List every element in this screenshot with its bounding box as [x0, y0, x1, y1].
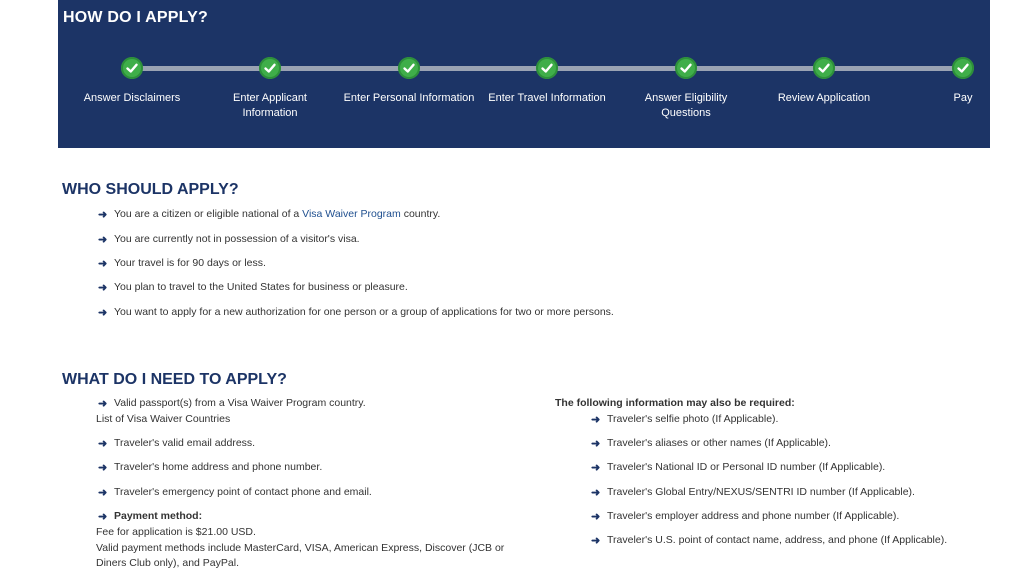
- payment-methods-line-2: Diners Club only), and PayPal.: [96, 557, 239, 569]
- arrow-right-icon: ➜: [591, 438, 601, 450]
- who-item-text: You want to apply for a new authorization for one person or a group of applications for two or more persons.: [114, 306, 614, 318]
- check-icon: [813, 57, 835, 79]
- check-icon: [398, 57, 420, 79]
- arrow-right-icon: ➜: [98, 282, 108, 294]
- also-required-item: [591, 486, 915, 499]
- list-of-visa-waiver-countries-link[interactable]: List of Visa Waiver Countries: [96, 413, 231, 425]
- check-icon: [536, 57, 558, 79]
- arrow-right-icon: ➜: [98, 511, 108, 523]
- also-required-item: [591, 510, 899, 523]
- payment-method-heading: Payment method:: [114, 510, 203, 522]
- also-required-item-text: Traveler's employer address and phone number (If Applicable).: [607, 510, 900, 522]
- also-required-item-text: Traveler's selfie photo (If Applicable).: [607, 413, 779, 425]
- also-required-item-text: Traveler's Global Entry/NEXUS/SENTRI ID number (If Applicable).: [607, 486, 915, 498]
- arrow-right-icon: ➜: [591, 487, 601, 499]
- visa-waiver-program-link[interactable]: Visa Waiver Program: [302, 208, 401, 220]
- who-item-text: You plan to travel to the United States for business or pleasure.: [114, 281, 408, 293]
- arrow-right-icon: ➜: [98, 487, 108, 499]
- who-should-apply-title: WHO SHOULD APPLY?: [62, 181, 239, 198]
- check-icon: [121, 57, 143, 79]
- step-enter-applicant-information[interactable]: [200, 57, 340, 121]
- who-item: [98, 208, 440, 221]
- arrow-right-icon: ➜: [98, 307, 108, 319]
- also-required-heading: The following information may also be required:: [555, 397, 795, 409]
- step-pay[interactable]: [893, 57, 1024, 106]
- need-item-text: Traveler's emergency point of contact phone and email.: [114, 486, 372, 498]
- how-to-apply-title: HOW DO I APPLY?: [63, 9, 208, 26]
- who-item-text: Your travel is for 90 days or less.: [114, 257, 266, 269]
- check-icon: [675, 57, 697, 79]
- payment-fee-text: Fee for application is $21.00 USD.: [96, 526, 256, 538]
- who-item: [98, 233, 360, 246]
- step-review-application[interactable]: [754, 57, 894, 106]
- step-label: Enter Personal Information: [343, 92, 475, 104]
- arrow-right-icon: ➜: [98, 209, 108, 221]
- need-item-text: Valid passport(s) from a Visa Waiver Program country.: [114, 397, 366, 409]
- who-item-text: You are currently not in possession of a visitor's visa.: [114, 233, 360, 245]
- step-label: Answer Eligibility Questions: [644, 92, 728, 119]
- how-to-apply-panel: [58, 0, 990, 148]
- step-answer-eligibility-questions[interactable]: [616, 57, 756, 121]
- need-payment-item: [98, 510, 202, 523]
- arrow-right-icon: ➜: [591, 535, 601, 547]
- who-item: [98, 281, 408, 294]
- also-required-item: [591, 534, 947, 547]
- need-item-text: Traveler's valid email address.: [114, 437, 256, 449]
- step-label: Enter Applicant Information: [233, 92, 307, 119]
- arrow-right-icon: ➜: [98, 258, 108, 270]
- arrow-right-icon: ➜: [98, 462, 108, 474]
- who-item-text: You are a citizen or eligible national of a Visa Waiver Program country.: [114, 208, 441, 220]
- arrow-right-icon: ➜: [591, 414, 601, 426]
- need-item-text: Traveler's home address and phone number.: [114, 461, 323, 473]
- also-required-item: [591, 413, 778, 426]
- payment-methods-line-1: Valid payment methods include MasterCard, VISA, American Express, Discover (JCB or: [96, 542, 505, 554]
- step-label: Review Application: [777, 92, 871, 104]
- who-item: [98, 257, 266, 270]
- step-answer-disclaimers[interactable]: [62, 57, 202, 106]
- also-required-item-text: Traveler's National ID or Personal ID number (If Applicable).: [607, 461, 886, 473]
- step-label: Answer Disclaimers: [83, 92, 181, 104]
- check-icon: [952, 57, 974, 79]
- also-required-item-text: Traveler's aliases or other names (If Applicable).: [607, 437, 831, 449]
- need-address-item: [98, 461, 322, 474]
- arrow-right-icon: ➜: [98, 234, 108, 246]
- also-required-item-text: Traveler's U.S. point of contact name, address, and phone (If Applicable).: [607, 534, 948, 546]
- who-item: [98, 306, 614, 319]
- need-passport-item: [98, 397, 366, 410]
- what-do-i-need-title: WHAT DO I NEED TO APPLY?: [62, 371, 287, 388]
- step-enter-personal-information[interactable]: [339, 57, 479, 106]
- need-email-item: [98, 437, 255, 450]
- arrow-right-icon: ➜: [591, 511, 601, 523]
- step-enter-travel-information[interactable]: [477, 57, 617, 106]
- step-label: Pay: [953, 92, 973, 104]
- check-icon: [259, 57, 281, 79]
- need-emergency-item: [98, 486, 372, 499]
- step-label: Enter Travel Information: [488, 92, 606, 104]
- arrow-right-icon: ➜: [591, 462, 601, 474]
- arrow-right-icon: ➜: [98, 398, 108, 410]
- also-required-item: [591, 461, 885, 474]
- also-required-item: [591, 437, 831, 450]
- arrow-right-icon: ➜: [98, 438, 108, 450]
